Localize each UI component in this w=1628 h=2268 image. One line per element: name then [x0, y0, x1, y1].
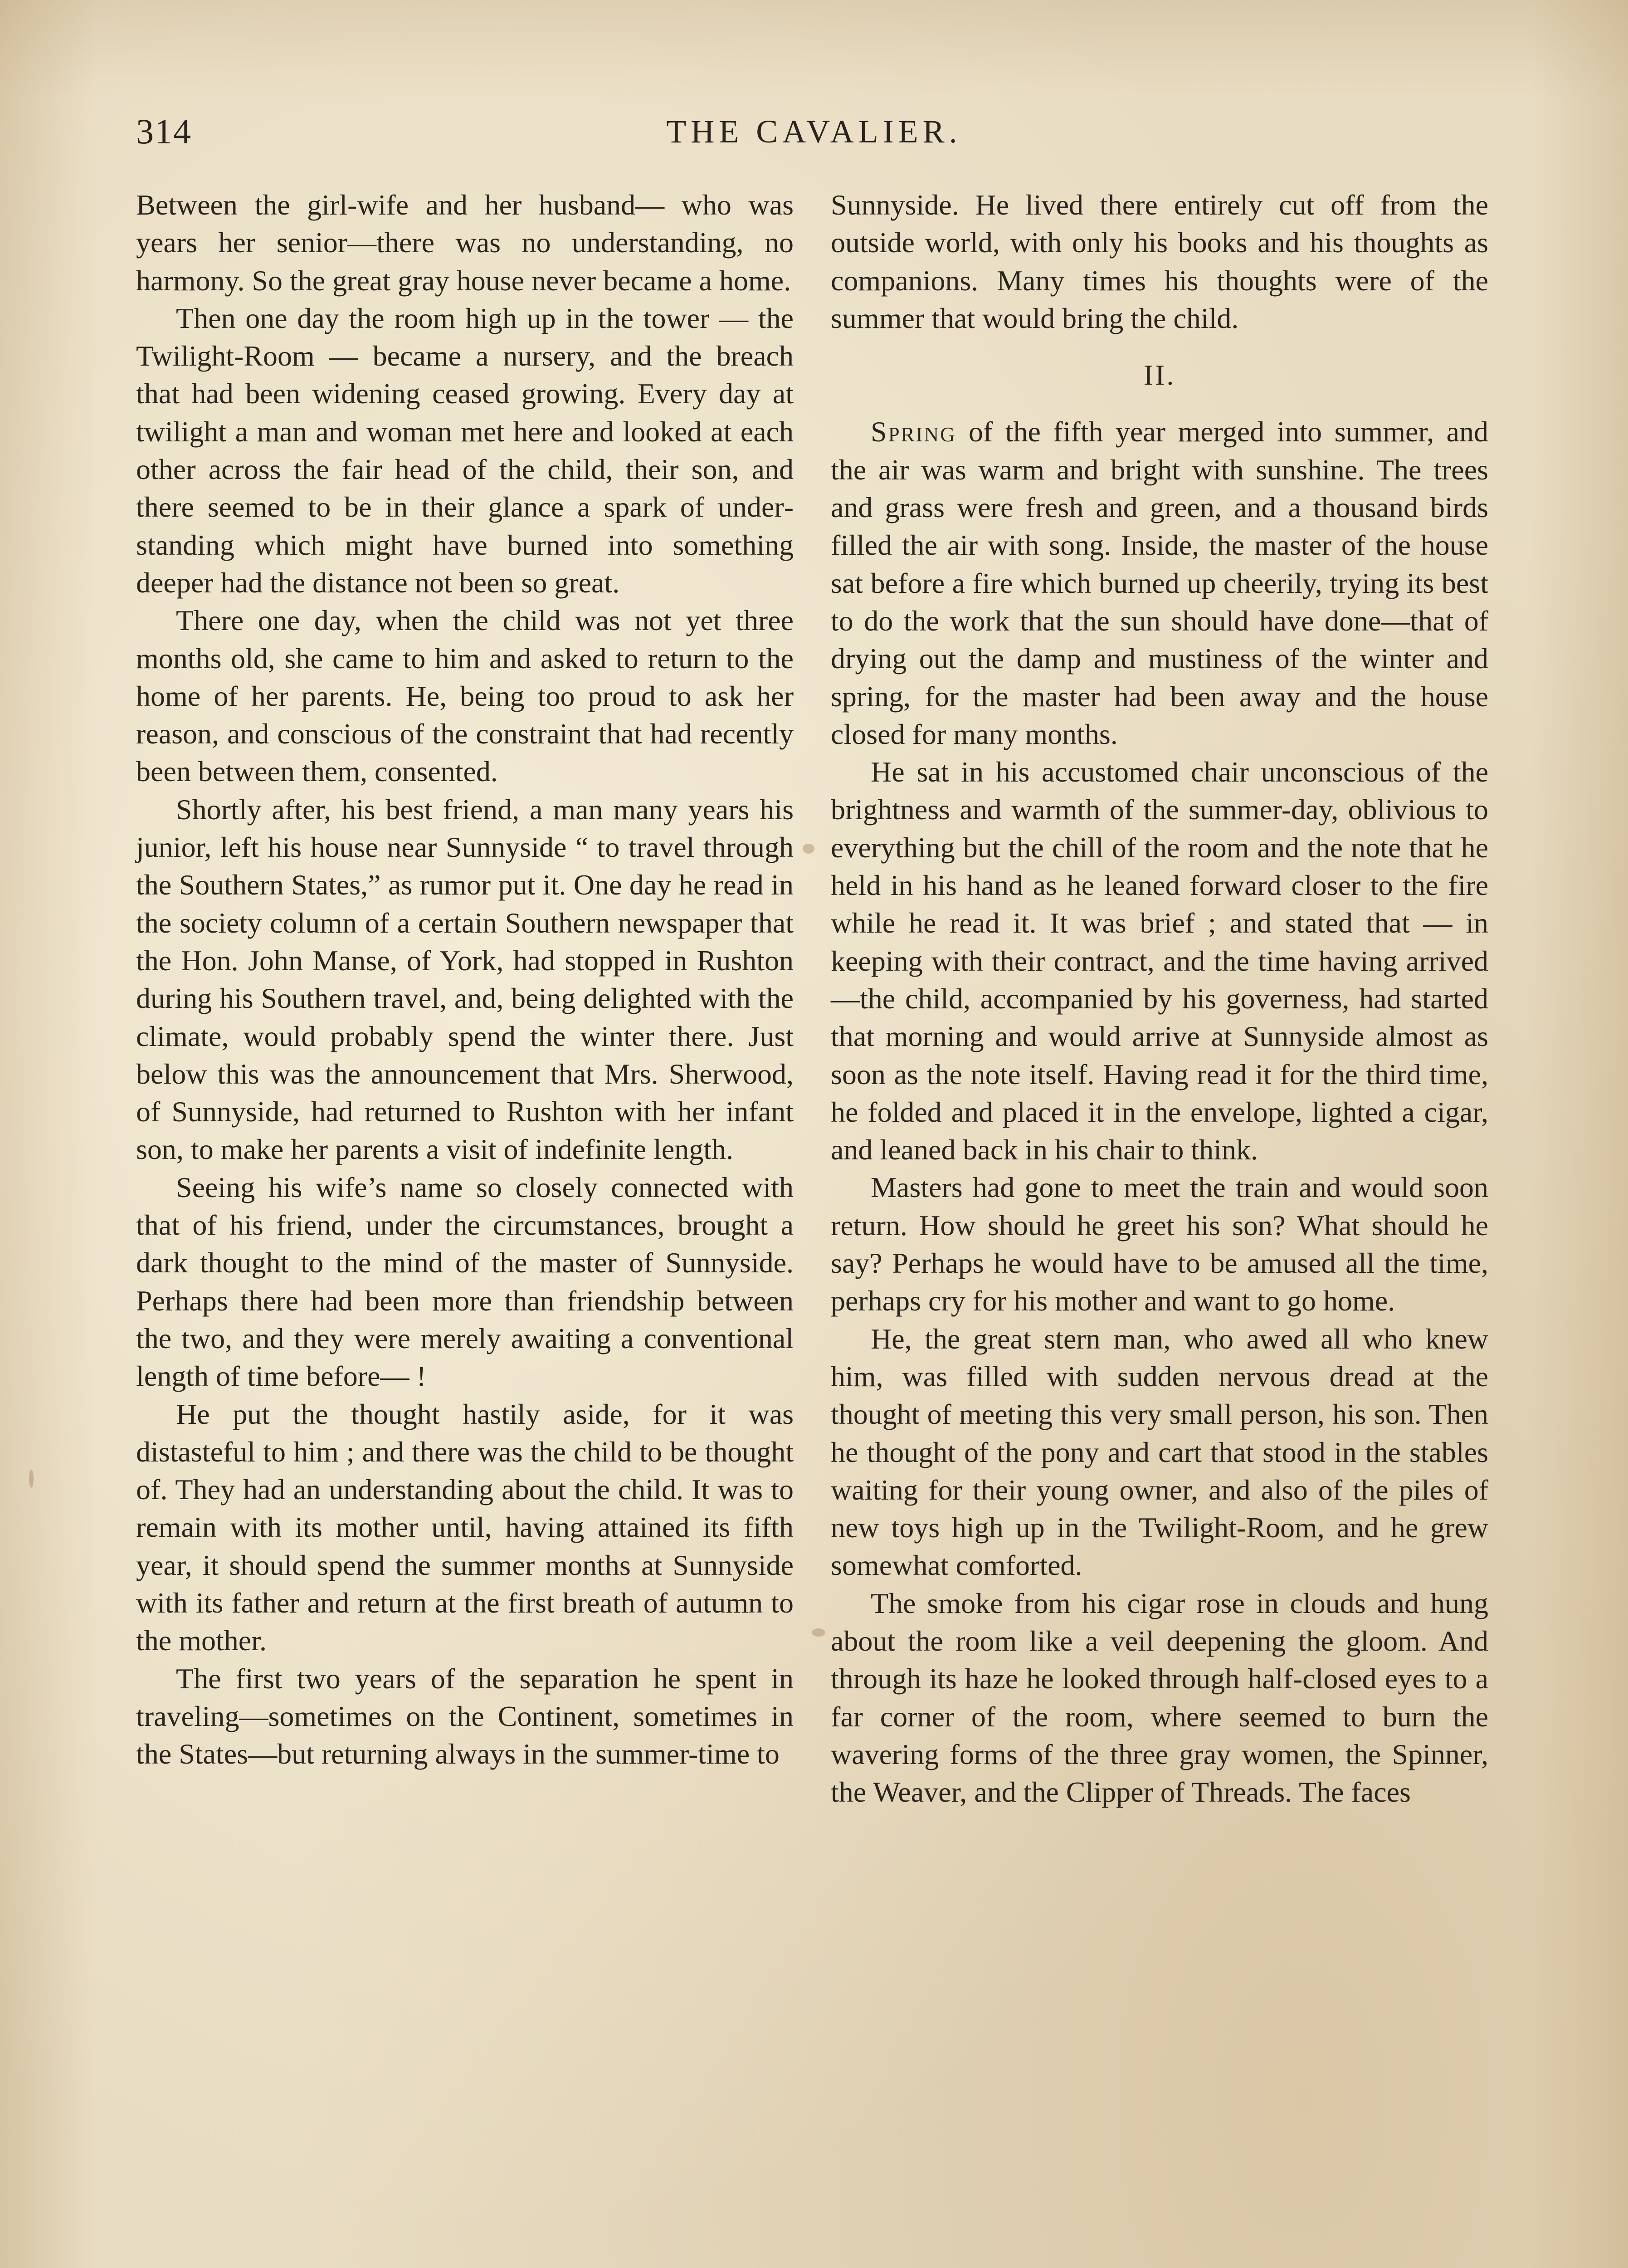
lead-word: Spring [871, 415, 956, 448]
paragraph: Between the girl-wife and her husband— who was years her senior—there was no understanding, no harmony. So the great gray house never became a home. [136, 189, 794, 297]
paragraph: Shortly after, his best friend, a man many years his junior, left his house near Sunnyside “ to travel through the Southern States,” as rumor put it. One day he read in the society column of a certain Southern newspaper that the Hon. John Manse, of York, had stopped in Rushton during his Southern travel, and, being delighted with the climate, would probably spend the winter there. Just below this was the announcement that Mrs. Sherwood, of Sunnyside, had returned to Rushton with her infant son, to make her parents a visit of indefinite length. [136, 793, 794, 1166]
paragraph: There one day, when the child was not yet three months old, she came to him and asked to return to the home of her parents. He, being too proud to ask her reason, and conscious of the constraint that had recently been between them, consented. [136, 604, 794, 788]
left-column [136, 186, 794, 1773]
paragraph: He put the thought hastily aside, for it was distasteful to him ; and there was the child to be thought of. They had an understanding about the child. It was to remain with its mother until, having attained its fifth year, it should spend the summer months at Sunnyside with its father and return at the first breath of autumn to the mother. [136, 1398, 794, 1657]
paper-stain [812, 1628, 825, 1637]
paragraph: Seeing his wife’s name so closely connected with that of his friend, under the circumstances, brought a dark thought to the mind of the master of Sunnyside. Perhaps there had been more than friendship between the two, and they were merely awaiting a conventional length of time before— ! [136, 1171, 794, 1393]
paper-stain [803, 844, 814, 854]
paper-stain [29, 1470, 34, 1488]
paragraph: Masters had gone to meet the train and would soon return. How should he greet his son? What should he say? Perhaps he would have to be amused all the time, perhaps cry for his mother and want to go home. [831, 1171, 1488, 1317]
page-header [136, 109, 1492, 159]
paragraph: Then one day the room high up in the tower — the Twilight-Room — became a nursery, and the breach that had been widening ceased growing. Every day at twilight a man and woman met here and looked at each other across the fair head of the child, their son, and there seemed to be in their glance a spark of understanding which might have burned into something deeper had the distance not been so great. [136, 302, 794, 599]
paragraph: The first two years of the separation he spent in traveling—sometimes on the Continent, sometimes in the States—but returning always in the summer-time to [136, 1662, 794, 1770]
paragraph [831, 413, 1488, 753]
paragraph: He sat in his accustomed chair unconscious of the brightness and warmth of the summer-day, oblivious to everything but the chill of the room and the note that he held in his hand as he leaned forward closer to the fire while he read it. It was brief ; and stated that — in keeping with their contract, and the time having arrived—the child, accompanied by his governess, had started that morning and would arrive at Sunnyside almost as soon as the note itself. Having read it for the third time, he folded and placed it in the envelope, lighted a cigar, and leaned back in his chair to think. [831, 756, 1488, 1166]
page-number: 314 [136, 112, 192, 151]
paragraph: The smoke from his cigar rose in clouds and hung about the room like a veil deepening the gloom. And through its haze he looked through half-closed eyes to a far corner of the room, where seemed to burn the wavering forms of the three gray women, the Spinner, the Weaver, and the Clipper of Threads. The faces [831, 1587, 1488, 1809]
right-column [831, 186, 1488, 1811]
paragraph: Sunnyside. He lived there entirely cut off from the outside world, with only his books and his thoughts as companions. Many times his thoughts were of the summer that would bring the child. [831, 189, 1488, 334]
paragraph-text: of the fifth year merged into summer, and the air was warm and bright with sunshine. The trees and grass were fresh and green, and a thousand birds filled the air with song. Inside, the master of the house sat before a fire which burned up cheerily, trying its best to do the work that the sun should have done—that of drying out the damp and mustiness of the winter and spring, for the master had been away and the house closed for many months. [831, 415, 1488, 750]
paragraph: He, the great stern man, who awed all who knew him, was filled with sudden nervous dread at the thought of meeting this very small person, his son. Then he thought of the pony and cart that stood in the stables waiting for their young owner, and also of the piles of new toys high up in the Twilight-Room, and he grew somewhat comforted. [831, 1322, 1488, 1582]
running-title: THE CAVALIER. [666, 113, 962, 150]
section-heading: II. [1143, 359, 1176, 391]
